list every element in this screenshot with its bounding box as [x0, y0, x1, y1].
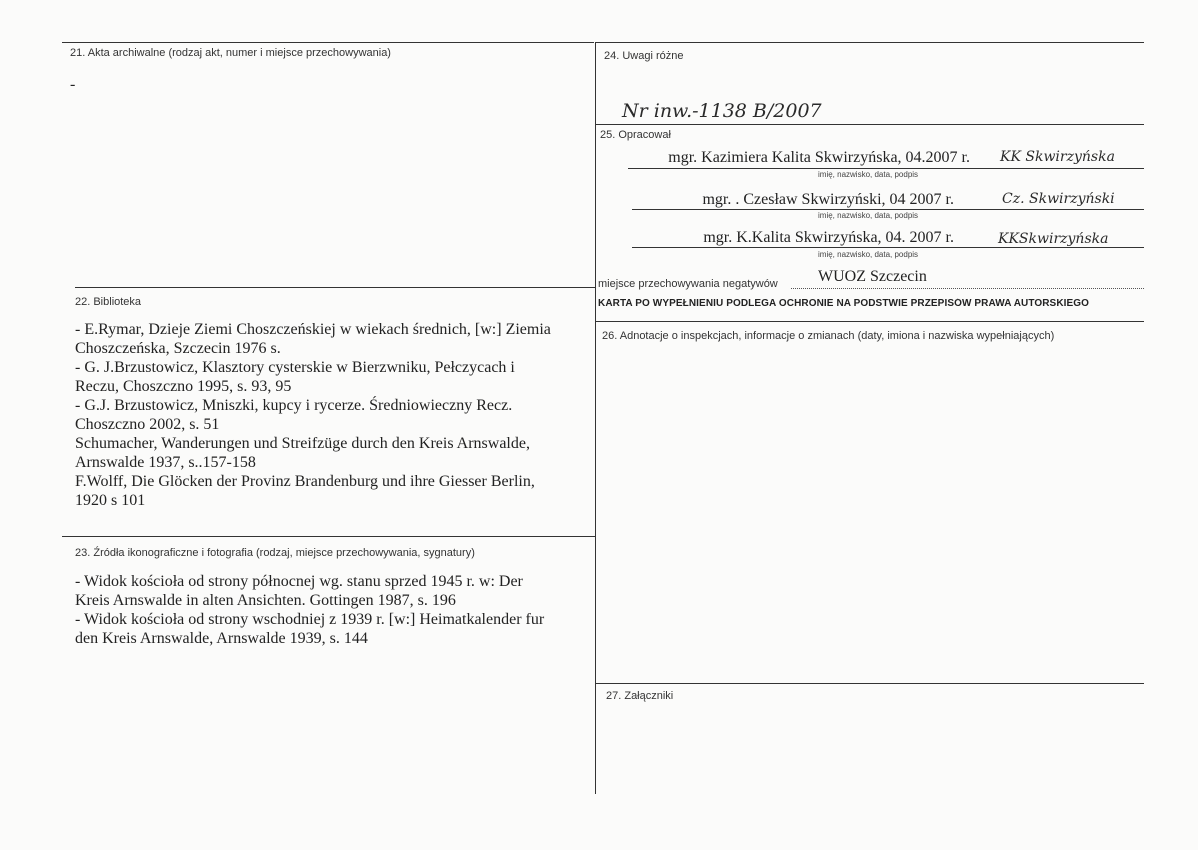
section-21-label: 21. Akta archiwalne (rodzaj akt, numer i miejsce przechowywania)	[70, 47, 391, 59]
rule-above-22	[75, 287, 595, 288]
bibliography-line: Arnswalde 1937, s..157-158	[75, 454, 256, 471]
rule-above-26	[596, 321, 1144, 322]
author-caption-1: imię, nazwisko, data, podpis	[818, 170, 919, 179]
bibliography-line: Choszczeńska, Szczecin 1976 s.	[75, 340, 281, 357]
section-23-label: 23. Źródła ikonograficzne i fotografia (rodzaj, miejsce przechowywania, sygnatury)	[75, 547, 475, 559]
rule-above-23	[62, 536, 595, 537]
author-signature-1: KK Skwirzyńska	[1000, 149, 1115, 165]
section-26-label: 26. Adnotacje o inspekcjach, informacje o zmianach (daty, imiona i nazwiska wypełniających)	[602, 330, 1055, 342]
iconography-line: den Kreis Arnswalde, Arnswalde 1939, s. 144	[75, 630, 368, 647]
center-divider	[595, 42, 596, 794]
bibliography-line: Choszczno 2002, s. 51	[75, 416, 220, 433]
bibliography-line: F.Wolff, Die Glöcken der Provinz Brandenburg und ihre Giesser Berlin,	[75, 473, 535, 490]
iconography-list	[75, 572, 544, 648]
top-rule-right	[596, 42, 1144, 43]
author-caption-3: imię, nazwisko, data, podpis	[818, 250, 919, 259]
top-rule-left	[62, 42, 594, 43]
author-caption-2: imię, nazwisko, data, podpis	[818, 211, 919, 220]
bibliography-line: Schumacher, Wanderungen und Streifzüge durch den Kreis Arnswalde,	[75, 435, 530, 452]
section-27-label: 27. Załączniki	[606, 690, 674, 702]
bibliography-line: Reczu, Choszczno 1995, s. 93, 95	[75, 378, 292, 395]
iconography-line: - Widok kościoła od strony wschodniej z 1939 r. [w:] Heimatkalender fur	[75, 611, 545, 628]
author-line-3	[632, 247, 1144, 248]
bibliography-line: - G. J.Brzustowicz, Klasztory cysterskie w Bierzwniku, Pełczycach i	[75, 359, 515, 376]
section-24-label: 24. Uwagi różne	[604, 50, 684, 62]
author-name-2: mgr. . Czesław Skwirzyński, 04 2007 r.	[702, 191, 954, 208]
negatives-dotted-line	[791, 288, 1144, 289]
author-line-2	[632, 209, 1144, 210]
section-25-label: 25. Opracował	[600, 129, 671, 141]
bibliography-list	[75, 320, 551, 510]
bibliography-line: - G.J. Brzustowicz, Mniszki, kupcy i rycerze. Średniowieczny Recz.	[75, 397, 513, 414]
bibliography-line: - E.Rymar, Dzieje Ziemi Choszczeńskiej w wiekach średnich, [w:] Ziemia	[75, 321, 551, 338]
section-21-content: -	[70, 76, 76, 93]
iconography-line: Kreis Arnswalde in alten Ansichten. Gottingen 1987, s. 196	[75, 592, 456, 609]
author-signature-3: KKSkwirzyńska	[998, 231, 1109, 247]
iconography-line: - Widok kościoła od strony północnej wg. stanu sprzed 1945 r. w: Der	[75, 573, 523, 590]
rule-above-27	[596, 683, 1144, 684]
negatives-value: WUOZ Szczecin	[818, 268, 927, 285]
inventory-number-handwritten: Nr inw.-1138 B/2007	[622, 100, 822, 122]
bibliography-line: 1920 s 101	[75, 492, 146, 509]
section-22-label: 22. Biblioteka	[75, 296, 142, 308]
copyright-notice: KARTA PO WYPEŁNIENIU PODLEGA OCHRONIE NA PODSTWIE PRZEPISÓW PRAWA AUTORSKIEGO	[598, 298, 1090, 309]
negatives-label: miejsce przechowywania negatywów	[598, 278, 778, 290]
rule-above-25	[596, 124, 1144, 125]
author-name-1: mgr. Kazimiera Kalita Skwirzyńska, 04.2007 r.	[668, 149, 970, 166]
author-name-3: mgr. K.Kalita Skwirzyńska, 04. 2007 r.	[703, 229, 954, 246]
author-signature-2: Cz. Skwirzyński	[1002, 191, 1115, 207]
author-line-1	[628, 168, 1144, 169]
